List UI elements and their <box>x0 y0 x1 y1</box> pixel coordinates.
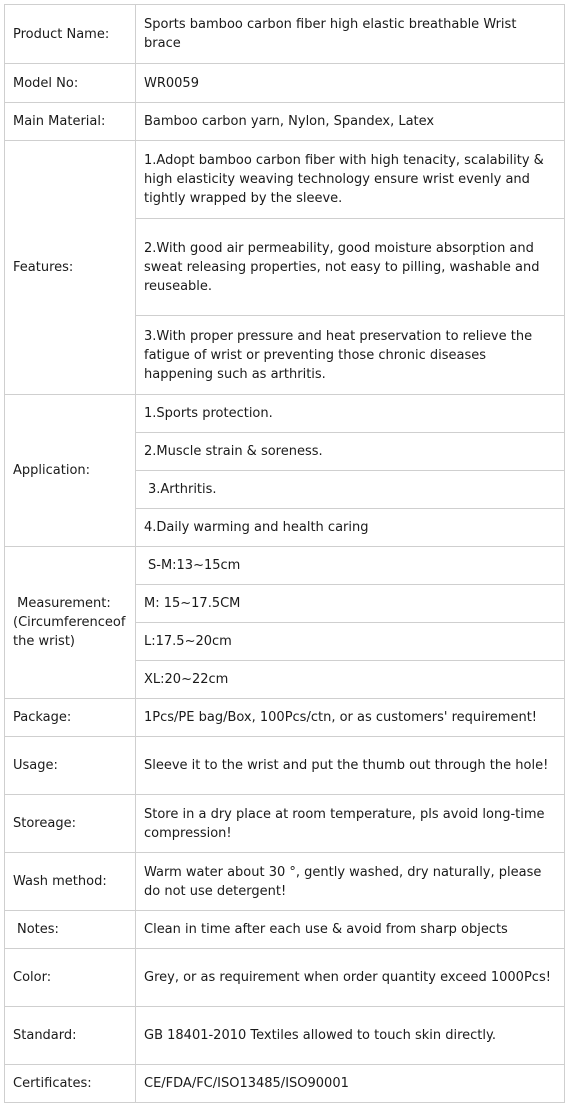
value-notes: Clean in time after each use & avoid from sharp objects <box>136 911 565 949</box>
row-standard <box>5 1007 565 1065</box>
row-main-material <box>5 103 565 141</box>
label-storeage: Storeage: <box>5 795 136 853</box>
label-features: Features: <box>5 141 136 395</box>
value-usage: Sleeve it to the wrist and put the thumb out through the hole! <box>136 737 565 795</box>
row-measurement-1 <box>5 547 565 585</box>
value-certificates: CE/FDA/FC/ISO13485/ISO90001 <box>136 1065 565 1103</box>
label-main-material: Main Material: <box>5 103 136 141</box>
row-storeage <box>5 795 565 853</box>
label-certificates: Certificates: <box>5 1065 136 1103</box>
application-item: 2.Muscle strain & soreness. <box>136 433 565 471</box>
row-features-1 <box>5 141 565 219</box>
application-item: 4.Daily warming and health caring <box>136 509 565 547</box>
product-spec-table <box>4 4 565 1103</box>
feature-item: 1.Adopt bamboo carbon fiber with high tenacity, scalability & high elasticity weaving technology ensure wrist evenly and tightly wrapped by the sleeve. <box>136 141 565 219</box>
value-storeage: Store in a dry place at room temperature, pls avoid long-time compression! <box>136 795 565 853</box>
row-notes <box>5 911 565 949</box>
feature-item: 2.With good air permeability, good moisture absorption and sweat releasing properties, not easy to pilling, washable and reuseable. <box>136 219 565 316</box>
value-standard: GB 18401-2010 Textiles allowed to touch skin directly. <box>136 1007 565 1065</box>
row-wash-method <box>5 853 565 911</box>
label-notes: Notes: <box>5 911 136 949</box>
label-measurement-line1: Measurement: <box>13 596 111 611</box>
row-model-no <box>5 64 565 103</box>
label-wash-method: Wash method: <box>5 853 136 911</box>
measurement-item: S-M:13~15cm <box>136 547 565 585</box>
label-product-name: Product Name: <box>5 5 136 64</box>
label-measurement <box>5 547 136 699</box>
measurement-item: L:17.5~20cm <box>136 623 565 661</box>
feature-item: 3.With proper pressure and heat preservation to relieve the fatigue of wrist or preventing those chronic diseases happening such as arthritis. <box>136 316 565 395</box>
value-color: Grey, or as requirement when order quantity exceed 1000Pcs! <box>136 949 565 1007</box>
row-application-1 <box>5 395 565 433</box>
row-package <box>5 699 565 737</box>
row-color <box>5 949 565 1007</box>
row-product-name <box>5 5 565 64</box>
label-standard: Standard: <box>5 1007 136 1065</box>
value-wash-method: Warm water about 30 °, gently washed, dry naturally, please do not use detergent! <box>136 853 565 911</box>
label-application: Application: <box>5 395 136 547</box>
application-item: 3.Arthritis. <box>136 471 565 509</box>
label-color: Color: <box>5 949 136 1007</box>
label-model-no: Model No: <box>5 64 136 103</box>
value-model-no: WR0059 <box>136 64 565 103</box>
value-product-name: Sports bamboo carbon fiber high elastic breathable Wrist brace <box>136 5 565 64</box>
value-main-material: Bamboo carbon yarn, Nylon, Spandex, Latex <box>136 103 565 141</box>
measurement-item: XL:20~22cm <box>136 661 565 699</box>
label-measurement-line2: (Circumferenceof the wrist) <box>13 615 126 649</box>
measurement-item: M: 15~17.5CM <box>136 585 565 623</box>
label-usage: Usage: <box>5 737 136 795</box>
value-package: 1Pcs/PE bag/Box, 100Pcs/ctn, or as customers' requirement! <box>136 699 565 737</box>
row-usage <box>5 737 565 795</box>
application-item: 1.Sports protection. <box>136 395 565 433</box>
row-certificates <box>5 1065 565 1103</box>
label-package: Package: <box>5 699 136 737</box>
